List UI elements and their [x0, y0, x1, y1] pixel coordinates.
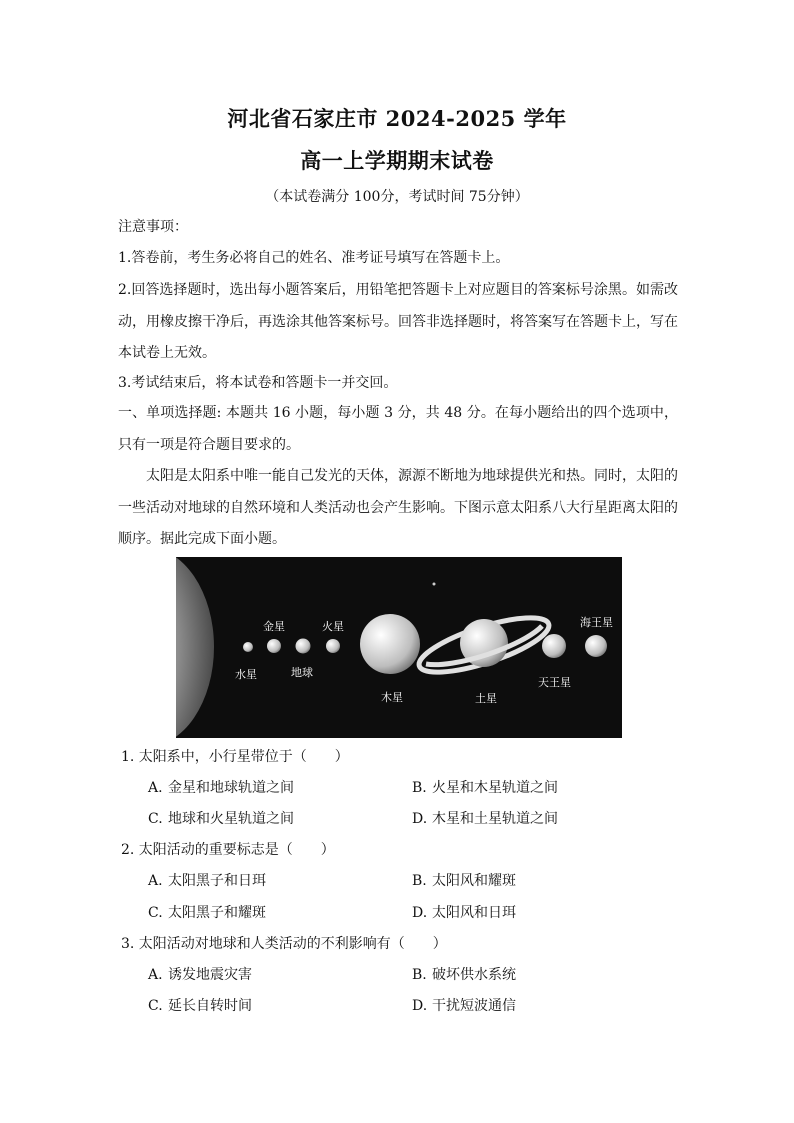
question-1-option-b[interactable]	[412, 779, 558, 797]
question-2-stem: 2. 太阳活动的重要标志是（ ）	[121, 842, 335, 858]
option-key: B.	[412, 967, 427, 983]
exam-title: 河北省石家庄市 2024-2025 学年	[227, 106, 567, 131]
option-text: 延长自转时间	[168, 998, 252, 1014]
venus-icon	[267, 639, 281, 653]
option-text: 太阳黑子和耀斑	[168, 905, 266, 921]
question-1-option-c[interactable]	[148, 810, 294, 828]
label-neptune: 海王星	[580, 616, 613, 629]
notes-heading: 注意事项：	[118, 219, 188, 235]
option-key: C.	[148, 998, 163, 1014]
label-venus: 金星	[263, 620, 285, 633]
option-key: A.	[148, 967, 163, 983]
option-key: D.	[412, 998, 428, 1014]
question-1-option-a[interactable]	[148, 779, 294, 797]
solar-system-svg	[176, 557, 622, 738]
exam-subtitle: 高一上学期期末试卷	[300, 148, 494, 173]
option-key: C.	[148, 811, 163, 827]
option-text: 太阳风和耀斑	[432, 873, 516, 889]
note-item-2: 2.回答选择题时，选出每小题答案后，用铅笔把答题卡上对应题目的答案标号涂黑。如需改动，用橡皮擦干净后，再选涂其他答案标号。回答非选择题时，将答案写在答题卡上，写在本试卷上无效。	[118, 282, 678, 361]
option-text: 木星和土星轨道之间	[432, 811, 558, 827]
option-text: 干扰短波通信	[432, 998, 516, 1014]
option-key: A.	[148, 873, 163, 889]
option-key: D.	[412, 811, 428, 827]
option-text: 金星和地球轨道之间	[168, 780, 294, 796]
option-key: B.	[412, 780, 427, 796]
option-text: 太阳风和日珥	[432, 905, 516, 921]
section-heading: 一、单项选择题: 本题共 16 小题，每小题 3 分，共 48 分。在每小题给出的四个选项中，只有一项是符合题目要求的。	[118, 405, 678, 453]
mercury-icon	[243, 642, 253, 652]
option-text: 地球和火星轨道之间	[168, 811, 294, 827]
option-text: 破坏供水系统	[432, 967, 516, 983]
question-3-option-c[interactable]	[148, 997, 252, 1015]
question-2-option-c[interactable]	[148, 904, 266, 922]
question-2-option-a[interactable]	[148, 872, 266, 890]
question-2-option-b[interactable]	[412, 872, 516, 890]
mars-icon	[326, 639, 340, 653]
reading-passage: 太阳是太阳系中唯一能自己发光的天体，源源不断地为地球提供光和热。同时，太阳的一些活动对地球的自然环境和人类活动也会产生影响。下图示意太阳系八大行星距离太阳的顺序。据此完成下面小题。	[118, 468, 678, 547]
label-jupiter: 木星	[381, 691, 403, 704]
option-key: D.	[412, 905, 428, 921]
option-text: 诱发地震灾害	[168, 967, 252, 983]
label-mars: 火星	[322, 620, 344, 633]
earth-icon	[296, 639, 311, 654]
question-1-option-d[interactable]	[412, 810, 558, 828]
question-3-option-a[interactable]	[148, 966, 252, 984]
solar-system-figure	[176, 557, 622, 738]
option-key: B.	[412, 873, 427, 889]
uranus-icon	[542, 634, 566, 658]
question-1-stem: 1. 太阳系中，小行星带位于（ ）	[121, 749, 349, 765]
option-key: C.	[148, 905, 163, 921]
question-2-option-d[interactable]	[412, 904, 516, 922]
star-icon	[433, 583, 436, 586]
question-3-stem: 3. 太阳活动对地球和人类活动的不利影响有（ ）	[121, 936, 447, 952]
jupiter-icon	[360, 614, 420, 674]
label-earth: 地球	[291, 666, 313, 679]
exam-info: （本试卷满分 100分，考试时间 75分钟）	[265, 189, 529, 205]
label-mercury: 水星	[235, 668, 257, 681]
question-3-option-b[interactable]	[412, 966, 516, 984]
label-saturn: 土星	[475, 692, 497, 705]
note-item-3: 3.考试结束后，将本试卷和答题卡一并交回。	[118, 375, 398, 391]
note-item-1: 1.答卷前，考生务必将自己的姓名、准考证号填写在答题卡上。	[118, 250, 510, 266]
label-uranus: 天王星	[538, 676, 571, 689]
option-key: A.	[148, 780, 163, 796]
question-3-option-d[interactable]	[412, 997, 516, 1015]
option-text: 火星和木星轨道之间	[432, 780, 558, 796]
neptune-icon	[585, 635, 607, 657]
option-text: 太阳黑子和日珥	[168, 873, 266, 889]
